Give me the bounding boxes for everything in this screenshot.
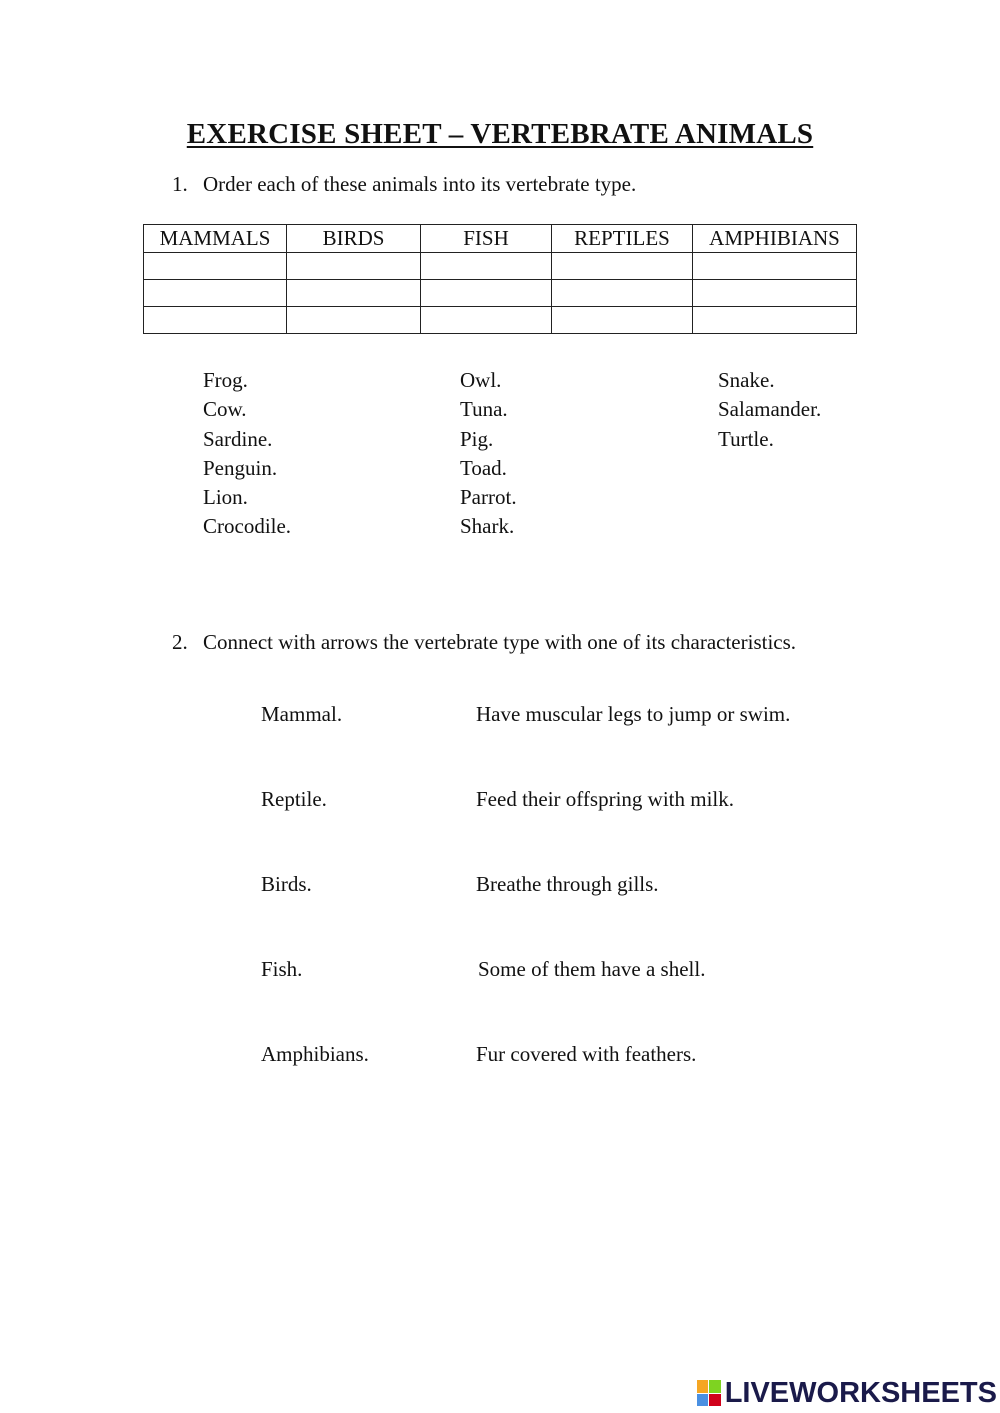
match-characteristic-item[interactable]: Feed their offspring with milk.	[476, 787, 734, 811]
answer-cell[interactable]	[144, 280, 287, 307]
animal-item: Tuna.	[460, 397, 508, 422]
animal-column-2	[460, 366, 517, 542]
animal-item: Turtle.	[718, 426, 774, 451]
question-2-number: 2.	[172, 630, 188, 654]
answer-cell[interactable]	[552, 253, 693, 280]
worksheet-title: EXERCISE SHEET – VERTEBRATE ANIMALS	[186, 118, 814, 150]
animal-item: Lion.	[203, 485, 248, 510]
animal-item: Frog.	[203, 368, 248, 392]
liveworksheets-logo	[697, 1376, 997, 1410]
table-row	[144, 253, 857, 280]
logo-square	[709, 1394, 720, 1407]
match-type-item[interactable]: Mammal.	[261, 702, 343, 726]
header-amphibians: AMPHIBIANS	[693, 225, 857, 253]
animal-item: Penguin.	[203, 455, 278, 480]
table-row	[144, 307, 857, 334]
match-characteristic-item[interactable]: Breathe through gills.	[476, 872, 659, 896]
animal-item: Owl.	[460, 368, 502, 392]
match-characteristic-item[interactable]: Some of them have a shell.	[478, 957, 706, 981]
match-characteristic-item[interactable]: Fur covered with feathers.	[476, 1042, 697, 1066]
header-mammals: MAMMALS	[144, 225, 287, 253]
match-type-item[interactable]: Reptile.	[261, 787, 327, 811]
animal-item: Cow.	[203, 397, 247, 422]
logo-mark-icon	[697, 1380, 721, 1406]
answer-cell[interactable]	[693, 307, 857, 334]
logo-square	[709, 1380, 720, 1393]
classification-table	[143, 224, 857, 334]
logo-square	[697, 1394, 708, 1407]
answer-cell[interactable]	[421, 253, 552, 280]
answer-cell[interactable]	[693, 253, 857, 280]
answer-cell[interactable]	[144, 253, 287, 280]
question-1	[172, 172, 636, 197]
question-2-text: Connect with arrows the vertebrate type with one of its characteristics.	[203, 630, 797, 654]
header-birds: BIRDS	[287, 225, 421, 253]
animal-item: Snake.	[718, 368, 775, 392]
table-header-row	[144, 225, 857, 253]
question-1-text: Order each of these animals into its vertebrate type.	[203, 172, 637, 196]
table-row	[144, 280, 857, 307]
match-characteristic-item[interactable]: Have muscular legs to jump or swim.	[476, 702, 791, 726]
match-type-item[interactable]: Birds.	[261, 872, 312, 896]
animal-column-3	[718, 366, 821, 454]
animal-item: Parrot.	[460, 485, 517, 510]
logo-square	[697, 1380, 708, 1393]
match-type-item[interactable]: Amphibians.	[261, 1042, 369, 1066]
header-fish: FISH	[421, 225, 552, 253]
answer-cell[interactable]	[287, 253, 421, 280]
answer-cell[interactable]	[552, 280, 693, 307]
answer-cell[interactable]	[421, 307, 552, 334]
answer-cell[interactable]	[421, 280, 552, 307]
answer-cell[interactable]	[287, 280, 421, 307]
question-2	[172, 630, 796, 655]
answer-cell[interactable]	[287, 307, 421, 334]
question-1-number: 1.	[172, 172, 188, 196]
animal-item: Toad.	[460, 455, 507, 480]
animal-item: Shark.	[460, 514, 515, 539]
animal-item: Sardine.	[203, 426, 273, 451]
header-reptiles: REPTILES	[552, 225, 693, 253]
animal-item: Pig.	[460, 426, 494, 451]
answer-cell[interactable]	[552, 307, 693, 334]
answer-cell[interactable]	[693, 280, 857, 307]
logo-text: LIVEWORKSHEETS	[724, 1376, 997, 1409]
answer-cell[interactable]	[144, 307, 287, 334]
animal-column-1	[203, 366, 291, 542]
animal-item: Crocodile.	[203, 514, 292, 539]
animal-item: Salamander.	[718, 397, 822, 422]
match-type-item[interactable]: Fish.	[261, 957, 303, 981]
